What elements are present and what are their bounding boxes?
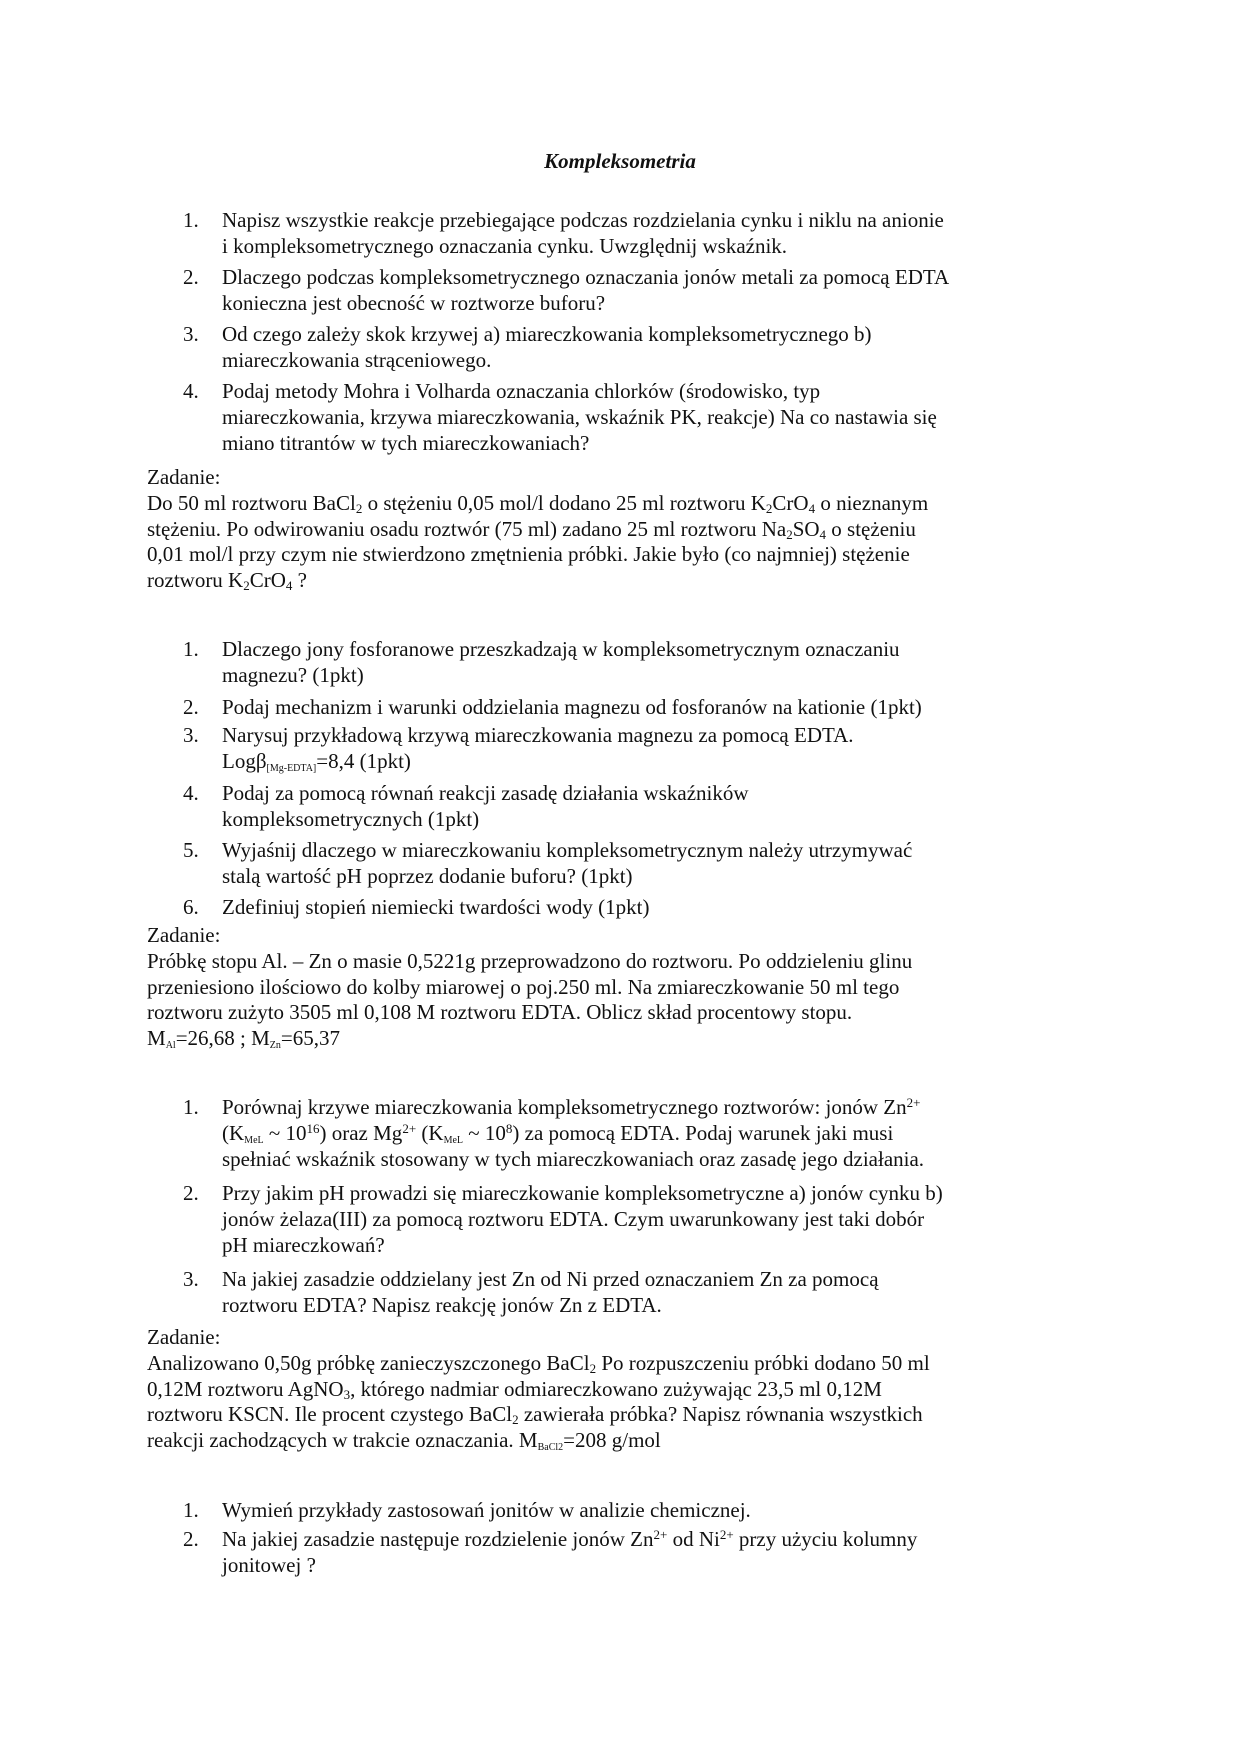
list-item-number: 2. [183,1181,199,1205]
list-item-text: i kompleksometrycznego oznaczania cynku. Uwzględnij wskaźnik. [222,233,788,258]
list-item-text: pH miareczkowań? [222,1232,385,1257]
task-text: $M_{Al}=26,68$ ; $M_{Zn}=65,37$ [147,1026,340,1052]
task-heading: Zadanie: [147,1325,221,1349]
list-item-number: 1. [183,1498,199,1522]
task-heading: Zadanie: [147,923,221,947]
list-item-text: Narysuj przykładową krzywą miareczkowania magnezu za pomocą EDTA. [222,723,854,747]
task-text: roztworu $K_2CrO_4$ ? [147,568,307,594]
task-text: 0,12M roztworu AgNO$_3$, którego nadmiar odmiareczkowano zużywając 23,5 ml 0,12M [147,1376,882,1402]
list-item-text: Podaj mechanizm i warunki oddzielania magnezu od fosforanów na kationie (1pkt) [222,695,922,719]
task-text: roztworu zużyto 3505 ml 0,108 M roztworu EDTA. Oblicz skład procentowy stopu. [147,1000,853,1025]
task-heading: Zadanie: [147,465,221,489]
list-item-number: 2. [183,1527,199,1551]
list-item-number: 1. [183,208,199,232]
task-text: stężeniu. Po odwirowaniu osadu roztwór (75 ml) zadano 25 ml roztworu $Na_2SO_4$ o stężeniu [147,516,916,542]
list-item-text: Wyjaśnij dlaczego w miareczkowaniu kompleksometrycznym należy utrzymywać [222,838,913,862]
list-item-number: 5. [183,838,199,862]
list-item-number: 2. [183,695,199,719]
list-item-text: Wymień przykłady zastosowań jonitów w analizie chemicznej. [222,1498,751,1522]
list-item-text: Zdefiniuj stopień niemiecki twardości wody (1pkt) [222,895,650,919]
task-text: przeniesiono ilościowo do kolby miarowej o poj.250 ml. Na zmiareczkowanie 50 ml tego [147,974,900,999]
list-item-number: 3. [183,1267,199,1291]
list-item-text: kompleksometrycznych (1pkt) [222,806,480,831]
list-item-text: Na jakiej zasadzie następuje rozdzielenie jonów $Zn^{2+}$ od $Ni^{2+}$ przy użyciu kolumny [222,1527,918,1551]
list-item-text: konieczna jest obecność w roztworze buforu? [222,290,606,315]
list-item-text: Od czego zależy skok krzywej a) miareczkowania kompleksometrycznego b) [222,322,872,346]
task-text: roztworu KSCN. Ile procent czystego BaCl$_2$ zawierała próbka? Napisz równania wszystkich [147,1402,923,1428]
list-item-text: Na jakiej zasadzie oddzielany jest Zn od Ni przed oznaczaniem Zn za pomocą [222,1267,879,1291]
list-item-number: 2. [183,265,199,289]
task-text: 0,01 mol/l przy czym nie stwierdzono zmętnienia próbki. Jakie było (co najmniej) stężenie [147,542,910,567]
list-item-text: magnezu? (1pkt) [222,662,364,687]
document-title: Kompleksometria [544,149,696,173]
list-item-text: Porównaj krzywe miareczkowania kompleksometrycznego roztworów: jonów $Zn^{2+}$ [222,1095,921,1119]
list-item-number: 3. [183,322,199,346]
list-item-text: spełniać wskaźnik stosowany w tych miareczkowaniach oraz zasadę jego działania. [222,1146,925,1171]
list-item-text: Logβ$_{[Mg-EDTA]}$=8,4 (1pkt) [222,748,411,774]
task-text: Próbkę stopu Al. – Zn o masie 0,5221g przeprowadzono do roztworu. Po oddzieleniu glinu [147,948,913,973]
list-item-text: miareczkowania strąceniowego. [222,347,492,372]
list-item-text: ($K_{MeL}$ ~ $10^{16}$) oraz $Mg^{2+}$ ($K_{MeL}$ ~ $10^8$) za pomocą EDTA. Podaj warunek jaki musi [222,1120,894,1146]
list-item-number: 4. [183,379,199,403]
list-item-text: Napisz wszystkie reakcje przebiegające podczas rozdzielania cynku i niklu na anionie [222,208,944,232]
list-item-number: 6. [183,895,199,919]
list-item-number: 3. [183,723,199,747]
list-item-number: 4. [183,781,199,805]
task-text: reakcji zachodzących w trakcie oznaczania. $M_{BaCl2}=208$ g/mol [147,1428,661,1454]
list-item-text: stalą wartość pH poprzez dodanie buforu? (1pkt) [222,863,633,888]
list-item-text: miano titrantów w tych miareczkowaniach? [222,430,590,455]
list-item-text: jonów żelaza(III) za pomocą roztworu EDTA. Czym uwarunkowany jest taki dobór [222,1206,925,1231]
list-item-text: Przy jakim pH prowadzi się miareczkowanie kompleksometryczne a) jonów cynku b) [222,1181,943,1205]
list-item-text: Dlaczego jony fosforanowe przeszkadzają w kompleksometrycznym oznaczaniu [222,637,900,661]
task-text: Do 50 ml roztworu BaCl$_2$ o stężeniu 0,05 mol/l dodano 25 ml roztworu $K_2CrO_4$ o nieznanym [147,490,929,516]
list-item-text: miareczkowania, krzywa miareczkowania, wskaźnik PK, reakcje) Na co nastawia się [222,404,937,429]
list-item-text: jonitowej ? [222,1552,316,1577]
list-item-number: 1. [183,637,199,661]
list-item-text: Podaj za pomocą równań reakcji zasadę działania wskaźników [222,781,749,805]
list-item-text: Podaj metody Mohra i Volharda oznaczania chlorków (środowisko, typ [222,379,821,403]
task-text: Analizowano 0,50g próbkę zanieczyszczonego BaCl$_2$ Po rozpuszczeniu próbki dodano 50 ml [147,1350,930,1376]
list-item-text: Dlaczego podczas kompleksometrycznego oznaczania jonów metali za pomocą EDTA [222,265,950,289]
list-item-text: roztworu EDTA? Napisz reakcję jonów Zn z EDTA. [222,1292,662,1317]
list-item-number: 1. [183,1095,199,1119]
